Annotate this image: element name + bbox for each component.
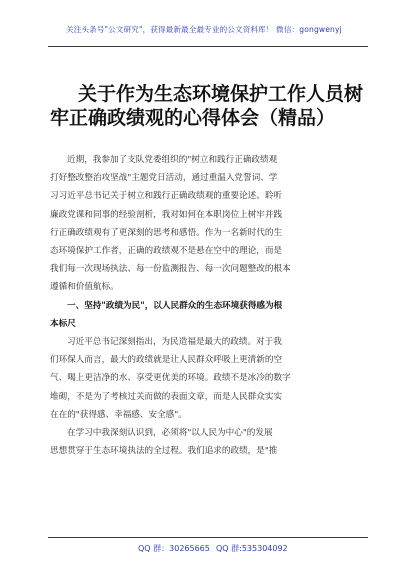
paragraph-line: 行正确政绩观有了更深刻的思考和感悟。作为一名新时代的生 xyxy=(50,227,283,238)
footer-qq-group-1: QQ 群：30265665 xyxy=(138,544,210,553)
paragraph-line: 态环境保护工作者，正确的政绩观不是悬在空中的理论，而是 xyxy=(50,246,283,257)
paragraph-line: 习近平总书记深刻指出，为民造福是最大的政绩。对于我 xyxy=(67,337,282,348)
paragraph-line: 廉政党课和同事的经验剖析，我对如何在本职岗位上树牢并践 xyxy=(50,209,283,220)
header-banner: 关注头条号"公文研究"，获得最新最全最专业的公文资料库！ 微信：gongwenyj xyxy=(66,25,342,34)
paragraph-line: 思想贯穿于生态环境执法的全过程。我们追求的政绩，是"推 xyxy=(50,446,278,457)
title-line-2: 牢正确政绩观的心得体会（精品） xyxy=(50,107,336,129)
document-body xyxy=(50,151,370,460)
paragraph-line: 气、喝上更洁净的水、享受更优美的环境。政绩不是冰冷的数字 xyxy=(50,373,291,384)
title-line-1: 关于作为生态环境保护工作人员树 xyxy=(78,83,364,105)
section-heading: 本标尺 xyxy=(50,318,76,329)
paragraph-line: 在在的"获得感、幸福感、安全感"。 xyxy=(50,409,187,420)
document-title xyxy=(50,82,370,130)
header-divider xyxy=(48,46,368,47)
paragraph-line: 打好整改整治攻坚战"主题党日活动，通过重温入党誓词、学 xyxy=(50,173,278,184)
section-heading: 一、坚持"政绩为民"，以人民群众的生态环境获得感为根 xyxy=(67,300,283,311)
paragraph-line: 在学习中我深刻认识到，必须将"以人民为中心"的发展 xyxy=(67,428,273,439)
paragraph-line: 近期，我参加了支队党委组织的"树立和践行正确政绩观 xyxy=(67,155,278,165)
paragraph-line: 们环保人而言，最大的政绩就是让人民群众呼吸上更清新的空 xyxy=(50,355,283,366)
paragraph-line: 习习近平总书记关于树立和践行正确政绩观的重要论述、聆听 xyxy=(50,191,283,202)
paragraph-line: 遵循和价值航标。 xyxy=(50,282,119,293)
footer-qq-group-2: QQ 群:535304092 xyxy=(216,544,288,553)
paragraph-line: 我们每一次现场执法、每一份监测报告、每一次问题整改的根本 xyxy=(50,264,291,275)
footer-divider xyxy=(48,537,368,538)
paragraph-line: 堆砌，不是为了考核过关而做的表面文章，而是人民群众实实 xyxy=(50,391,283,402)
